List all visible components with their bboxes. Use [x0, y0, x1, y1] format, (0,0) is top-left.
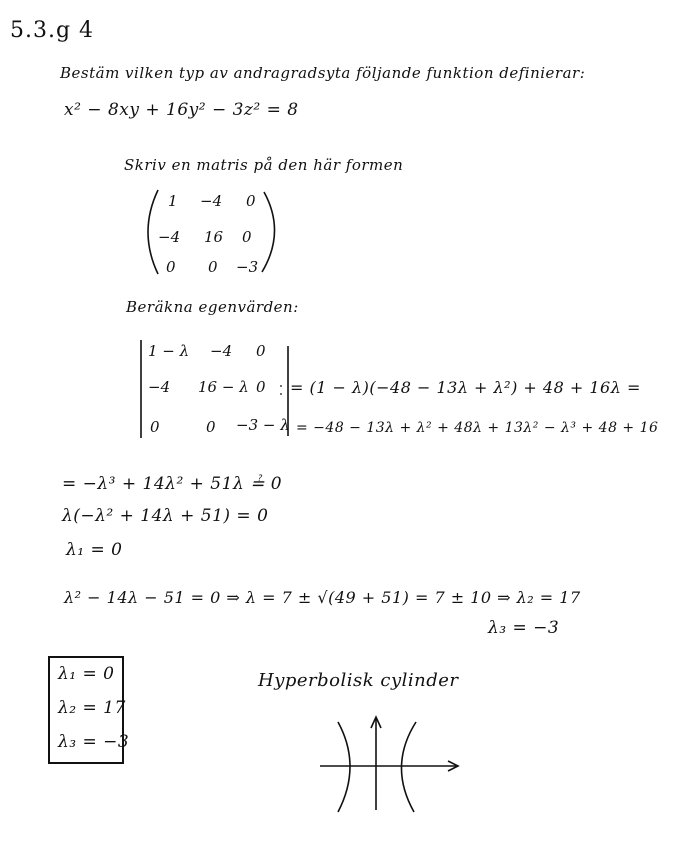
boxed-eigenvalue: λ₂ = 17 [58, 698, 126, 718]
determinant-expansion-1: = (1 − λ)(−48 − 13λ + λ²) + 48 + 16λ = [290, 378, 641, 397]
det-cell: 0 [256, 378, 266, 396]
hyperbolic-cylinder-sketch-icon [320, 717, 458, 812]
det-cell: 0 [206, 418, 216, 436]
matrix-cell: 0 [208, 258, 218, 276]
det-cell: −4 [210, 342, 233, 360]
matrix-cell: 0 [166, 258, 176, 276]
lambda3-result: λ₃ = −3 [488, 618, 560, 638]
characteristic-polynomial: = −λ³ + 14λ² + 51λ ≟ 0 [62, 474, 283, 494]
lambda1-result: λ₁ = 0 [66, 540, 123, 560]
matrix-cell: 0 [246, 192, 256, 210]
matrix-left-paren [148, 190, 158, 274]
determinant-expansion-2: = −48 − 13λ + λ² + 48λ + 13λ² − λ³ + 48 + 16 [296, 420, 659, 436]
det-cell: −3 − λ [236, 416, 290, 434]
boxed-eigenvalue: λ₁ = 0 [58, 664, 115, 684]
page-title: 5.3.g 4 [10, 18, 95, 43]
matrix-instruction: Skriv en matris på den här formen [124, 156, 404, 174]
det-cell: 1 − λ [148, 342, 190, 360]
matrix-cell: 1 [168, 192, 178, 210]
matrix-right-paren [262, 192, 275, 272]
det-cell: 16 − λ [198, 378, 249, 396]
boxed-eigenvalue: λ₃ = −3 [58, 732, 130, 752]
conclusion-text: Hyperbolisk cylinder [258, 670, 459, 691]
matrix-cell: 16 [204, 228, 224, 246]
det-cell: 0 [150, 418, 160, 436]
task-text: Bestäm vilken typ av andragradsyta följande funktion definierar: [60, 64, 586, 82]
det-cell: −4 [148, 378, 171, 396]
quadric-equation: x² − 8xy + 16y² − 3z² = 8 [64, 100, 299, 120]
det-cell: 0 [256, 342, 266, 360]
matrix-cell: −4 [158, 228, 181, 246]
pen-dot [280, 385, 282, 387]
matrix-cell: −4 [200, 192, 223, 210]
quadratic-solution: λ² − 14λ − 51 = 0 ⇒ λ = 7 ± √(49 + 51) = 7 ± 10 ⇒ λ₂ = 17 [64, 588, 581, 607]
eigenvalue-heading: Beräkna egenvärden: [126, 298, 299, 316]
matrix-cell: 0 [242, 228, 252, 246]
matrix-cell: −3 [236, 258, 259, 276]
factored-polynomial: λ(−λ² + 14λ + 51) = 0 [62, 506, 269, 526]
pen-dot [280, 393, 282, 395]
